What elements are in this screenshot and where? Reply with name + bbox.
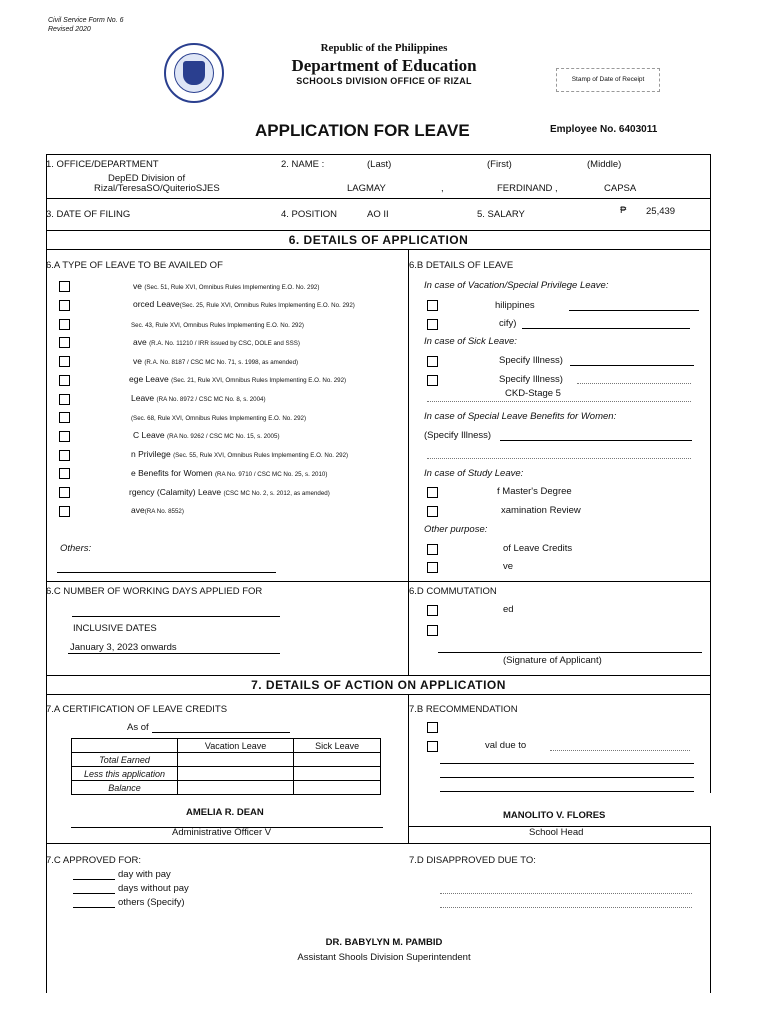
recommendation-line-4 xyxy=(440,791,694,792)
as-of-input-line[interactable] xyxy=(152,732,290,733)
commutation-option-1: ed xyxy=(503,604,514,615)
inclusive-dates-line xyxy=(68,653,280,654)
salary-value: 25,439 xyxy=(646,206,676,217)
sick-hospital-checkbox[interactable] xyxy=(427,356,438,367)
disapproved-line-2[interactable] xyxy=(440,907,692,908)
details-of-leave-label: 6.B DETAILS OF LEAVE xyxy=(409,260,514,271)
recommendation-line-2 xyxy=(440,763,694,764)
name-label: 2. NAME : xyxy=(281,159,325,170)
republic-label: Republic of the Philippines xyxy=(320,42,448,54)
sick-line-3 xyxy=(427,401,691,402)
women-line-1 xyxy=(500,440,692,441)
name-comma: , xyxy=(441,183,444,194)
recommendation-option-2: val due to xyxy=(485,740,527,751)
leave-type-row: ave(RA No. 8552) xyxy=(131,505,184,515)
table-row xyxy=(72,781,381,795)
disapproved-line-1[interactable] xyxy=(440,893,692,894)
leave-type-checkbox[interactable] xyxy=(59,300,70,311)
first-name-value: FERDINAND , xyxy=(497,183,558,194)
others-input-line[interactable] xyxy=(57,572,276,573)
recommendation-line-3 xyxy=(440,777,694,778)
leave-type-checkbox[interactable] xyxy=(59,394,70,405)
women-illness-label: (Specify Illness) xyxy=(424,430,492,441)
table-row xyxy=(72,767,381,781)
working-days-label: 6.C NUMBER OF WORKING DAYS APPLIED FOR xyxy=(46,586,263,597)
form-revision: Revised 2020 xyxy=(48,26,91,33)
leave-type-row: e Benefits for Women (RA No. 9710 / CSC MC No. 25, s. 2010) xyxy=(131,468,328,478)
row-label: Total Earned xyxy=(72,753,178,767)
leave-type-row: rgency (Calamity) Leave (CSC MC No. 2, s. 2012, as amended) xyxy=(129,487,330,497)
leave-type-row: (Sec. 68, Rule XVI, Omnibus Rules Implementing E.O. No. 292) xyxy=(131,415,307,422)
leave-type-checkbox[interactable] xyxy=(59,450,70,461)
working-days-input-line[interactable] xyxy=(72,616,280,617)
department-label: Department of Education xyxy=(291,56,477,75)
recommendation-line-1 xyxy=(550,750,690,751)
inclusive-dates-label: INCLUSIVE DATES xyxy=(73,623,157,634)
vacation-abroad-checkbox[interactable] xyxy=(427,319,438,330)
form-number: Civil Service Form No. 6 xyxy=(48,17,124,24)
section7-title: 7. DETAILS OF ACTION ON APPLICATION xyxy=(46,675,711,695)
approved-for-label: 7.C APPROVED FOR: xyxy=(46,855,142,866)
leave-type-checkbox[interactable] xyxy=(59,337,70,348)
leave-type-row: orced Leave(Sec. 25, Rule XVI, Omnibus Rules Implementing E.O. No. 292) xyxy=(133,299,355,309)
middle-name-value: CAPSA xyxy=(604,183,637,194)
last-name-label: (Last) xyxy=(367,159,392,170)
leave-type-checkbox[interactable] xyxy=(59,281,70,292)
sick-option-2: Specify Illness) xyxy=(499,374,563,385)
sick-outpatient-checkbox[interactable] xyxy=(427,375,438,386)
recommendation-label: 7.B RECOMMENDATION xyxy=(409,704,518,715)
monetization-checkbox[interactable] xyxy=(427,544,438,555)
other-option-1: of Leave Credits xyxy=(503,543,573,554)
leave-credits-table xyxy=(71,738,381,795)
office-value-line1: DepED Division of xyxy=(108,173,186,184)
days-with-pay-label: day with pay xyxy=(118,869,171,880)
applicant-signature-line[interactable] xyxy=(438,652,702,653)
certifier-name: AMELIA R. DEAN xyxy=(186,807,264,818)
days-with-pay-input[interactable] xyxy=(73,879,115,880)
section6-title: 6. DETAILS OF APPLICATION xyxy=(46,230,711,250)
as-of-label: As of xyxy=(127,722,149,733)
sick-line-2 xyxy=(577,383,691,384)
type-of-leave-label: 6.A TYPE OF LEAVE TO BE AVAILED OF xyxy=(46,260,223,271)
others-label: Others: xyxy=(60,543,92,554)
approver-name: DR. BABYLYN M. PAMBID xyxy=(325,937,443,948)
leave-type-checkbox[interactable] xyxy=(59,356,70,367)
recommend-disapproval-checkbox[interactable] xyxy=(427,741,438,752)
applicant-signature-label: (Signature of Applicant) xyxy=(503,655,602,666)
leave-type-checkbox[interactable] xyxy=(59,319,70,330)
office-value-line2: Rizal/TeresaSO/QuiterioSJES xyxy=(94,183,220,194)
vacation-heading: In case of Vacation/Special Privilege Leave: xyxy=(424,280,609,291)
study-option-1: f Master's Degree xyxy=(497,486,572,497)
others-specify-label: others (Specify) xyxy=(118,897,185,908)
leave-type-row: ave (R.A. No. 11210 / IRR issued by CSC, DOLE and SSS) xyxy=(133,337,300,347)
leave-type-checkbox[interactable] xyxy=(59,412,70,423)
commutation-not-requested-checkbox[interactable] xyxy=(427,605,438,616)
first-name-label: (First) xyxy=(487,159,512,170)
commutation-label: 6.D COMMUTATION xyxy=(409,586,497,597)
leave-type-row: ege Leave (Sec. 21, Rule XVI, Omnibus Rules Implementing E.O. No. 292) xyxy=(129,374,347,384)
leave-type-checkbox[interactable] xyxy=(59,468,70,479)
form-reference xyxy=(48,16,123,34)
vacation-option-2: cify) xyxy=(499,318,517,329)
leave-type-checkbox[interactable] xyxy=(59,506,70,517)
page-title: APPLICATION FOR LEAVE xyxy=(255,121,470,140)
other-purpose-heading: Other purpose: xyxy=(424,524,488,535)
days-without-pay-input[interactable] xyxy=(73,893,115,894)
commutation-requested-checkbox[interactable] xyxy=(427,625,438,636)
disapproved-label: 7.D DISAPPROVED DUE TO: xyxy=(409,855,536,866)
study-heading: In case of Study Leave: xyxy=(424,468,524,479)
vacation-line-2 xyxy=(522,328,690,329)
other-option-2: ve xyxy=(503,561,514,572)
column-sick: Sick Leave xyxy=(294,739,381,753)
approver-title: Assistant Shools Division Superintendent xyxy=(297,952,471,963)
last-name-value: LAGMAY xyxy=(347,183,386,194)
leave-type-row: n Privilege (Sec. 55, Rule XVI, Omnibus Rules Implementing E.O. No. 292) xyxy=(131,449,349,459)
column-vacation: Vacation Leave xyxy=(178,739,294,753)
row-label: Less this application xyxy=(72,767,178,781)
terminal-leave-checkbox[interactable] xyxy=(427,562,438,573)
sick-option-1: Specify Illness) xyxy=(499,355,563,366)
certifier-title: Administrative Officer V xyxy=(172,827,272,838)
sick-line-1 xyxy=(570,365,694,366)
days-without-pay-label: days without pay xyxy=(118,883,189,894)
recommender-title: School Head xyxy=(529,827,584,838)
date-of-filing-label: 3. DATE OF FILING xyxy=(46,209,131,220)
position-label: 4. POSITION xyxy=(281,209,337,220)
salary-label: 5. SALARY xyxy=(477,209,525,220)
sick-heading: In case of Sick Leave: xyxy=(424,336,517,347)
others-specify-input[interactable] xyxy=(73,907,115,908)
table-row xyxy=(72,753,381,767)
leave-type-row: Leave (RA No. 8972 / CSC MC No. 8, s. 2004) xyxy=(131,393,266,403)
sick-illness-value: CKD-Stage 5 xyxy=(505,388,561,399)
division-label: SCHOOLS DIVISION OFFICE OF RIZAL xyxy=(296,76,472,86)
receipt-stamp-box: Stamp of Date of Receipt xyxy=(556,68,660,92)
women-heading: In case of Special Leave Benefits for Women: xyxy=(424,411,617,422)
peso-icon: ₱ xyxy=(620,205,627,216)
recommender-name: MANOLITO V. FLORES xyxy=(503,810,606,821)
vacation-line-1 xyxy=(569,310,699,311)
row-label: Balance xyxy=(72,781,178,795)
leave-type-checkbox[interactable] xyxy=(59,431,70,442)
leave-type-checkbox[interactable] xyxy=(59,487,70,498)
leave-type-row: ve (R.A. No. 8187 / CSC MC No. 71, s. 1998, as amended) xyxy=(133,356,299,366)
inclusive-dates-value: January 3, 2023 onwards xyxy=(70,642,177,653)
recommend-approval-checkbox[interactable] xyxy=(427,722,438,733)
certification-label: 7.A CERTIFICATION OF LEAVE CREDITS xyxy=(46,704,228,715)
table-row xyxy=(72,739,381,753)
vacation-within-checkbox[interactable] xyxy=(427,300,438,311)
employee-number: Employee No. 6403011 xyxy=(550,124,658,135)
study-option-2: xamination Review xyxy=(501,505,581,516)
leave-type-row: ve (Sec. 51, Rule XVI, Omnibus Rules Implementing E.O. No. 292) xyxy=(133,281,320,291)
study-masters-checkbox[interactable] xyxy=(427,487,438,498)
vacation-option-1: hilippines xyxy=(495,300,535,311)
leave-type-row: C Leave (RA No. 9262 / CSC MC No. 15, s. 2005) xyxy=(133,430,280,440)
leave-type-checkbox[interactable] xyxy=(59,375,70,386)
office-label: 1. OFFICE/DEPARTMENT xyxy=(46,159,159,170)
study-bar-review-checkbox[interactable] xyxy=(427,506,438,517)
leave-type-row: Sec. 43, Rule XVI, Omnibus Rules Implementing E.O. No. 292) xyxy=(131,322,304,329)
women-line-2 xyxy=(427,458,691,459)
middle-name-label: (Middle) xyxy=(587,159,622,170)
position-value: AO II xyxy=(367,209,389,220)
